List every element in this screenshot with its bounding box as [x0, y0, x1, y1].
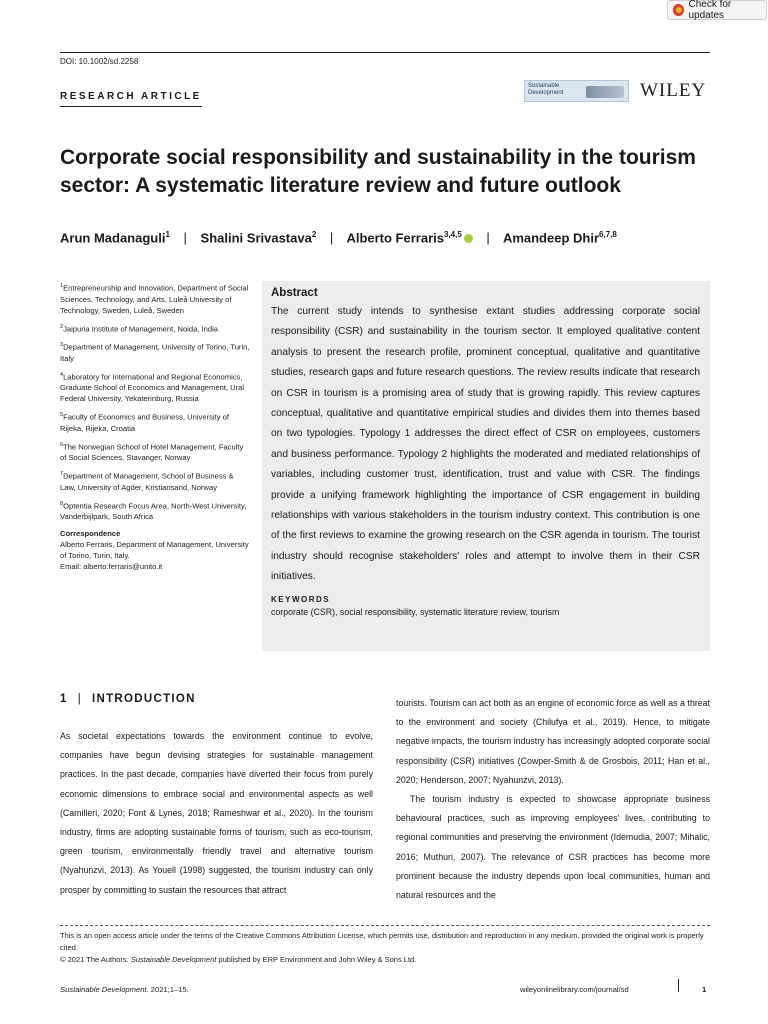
header-rule [60, 52, 710, 53]
author-name: Alberto Ferraris [346, 230, 444, 246]
affiliation [60, 281, 250, 316]
abstract-heading: Abstract [271, 287, 318, 299]
license-text: This is an open access article under the terms of the Creative Commons Attribution License, which permits use, distribution and reproduction in any medium, provided the original work is properly cited. [60, 931, 704, 952]
copyright-line [60, 954, 710, 966]
affiliation-sup: 5 [60, 412, 64, 419]
keywords-text: corporate (CSR), social responsibility, systematic literature review, tourism [271, 606, 560, 617]
check-for-updates-button[interactable] [667, 0, 767, 20]
author-name: Arun Madanaguli [60, 230, 166, 246]
footer-cite: 2021;1–15. [148, 985, 189, 994]
license-note [60, 930, 710, 966]
affiliation-text: Faculty of Economics and Business, University of Rijeka, Rijeka, Croatia [60, 412, 229, 433]
affiliation-sup: 4 [60, 371, 64, 378]
affiliation-text: Jaipuria Institute of Management, Noida, India [63, 324, 218, 334]
affiliation-text: Laboratory for International and Regional Economics, Graduate School of Economics and Management, Ural Federal University, Yekaterinburg, Russia [60, 372, 245, 404]
journal-logo [524, 80, 629, 102]
affiliation [60, 340, 250, 364]
article-type-underline [60, 106, 202, 107]
paper-title: Corporate social responsibility and sustainability in the tourism sector: A systematic literature review and future outlook [60, 146, 696, 197]
journal-logo-image [586, 86, 624, 98]
journal-logo-line1: Sustainable [528, 83, 560, 89]
intro-left-column [60, 727, 373, 900]
author-affil-sup: 2 [311, 230, 317, 239]
intro-paragraph: The tourism industry is expected to showcase appropriate business behavioural practices, such as improving employees' lives, contributing to regional communities and preserving the environment (Idemudia, 2007; Mihalic, 2016; Muthuri, 2007). The relevance of CSR practices has become more prominent because the industry depends upon local communities, human and natural resources and the [396, 794, 710, 901]
abstract-text: The current study intends to synthesise extant studies addressing corporate social responsibility (CSR) and sustainability in the tourism sector. It employed qualitative content analysis to present the research profile, prominent conceptual, qualitative and quantitative studies, research gaps and future research questions. The review results indicate that research on CSR in tourism is a promising area of study that is growing rapidly. This review captures conceptual, qualitative and quantitative empirical studies and divides them into themes based on two typologies. Typology 1 addresses the direct effect of CSR on employees, customers and business performance. Typology 2 highlights the moderated and mediated relationships of variables, including customer trust, identification, trust and value with CSR. The findings provide a unifying framework highlighting the importance of CSR engagement in building relationships with various stakeholders in the tourism industry context. This contribution is one of the first reviews to examine the growing research on the CSR agenda in tourism. The tourist industry should recognise stakeholders' roles and attempt to involve them in their CSR initiatives. [271, 306, 700, 583]
affiliation [60, 370, 250, 405]
page-number: 1 [702, 985, 707, 994]
intro-paragraph: tourists. Tourism can act both as an engine of economic force as well as a threat to the environment and society (Chilufya et al., 2019). Hence, to mitigate negative impacts, the tourism industry has increasingly adopted corporate social responsibility (CSR) initiatives (Cowper-Smith & de Grosbois, 2011; Han et al., 2020; Henderson, 2007; Nyahunzvi, 2013). [396, 698, 710, 785]
section-number: 1 [60, 693, 68, 705]
author-name: Shalini Srivastava [200, 230, 312, 246]
crossmark-icon [673, 4, 684, 16]
section-title: INTRODUCTION [92, 693, 196, 705]
publisher-logo: WILEY [640, 80, 707, 101]
doi: DOI: 10.1002/sd.2258 [60, 57, 139, 66]
author-separator: | [329, 230, 334, 246]
copyright-post: published by ERP Environment and John Wiley & Sons Ltd. [216, 955, 417, 964]
keywords-heading: KEYWORDS [271, 594, 331, 604]
check-for-updates-label: Check for updates [688, 0, 732, 21]
affiliation-sup: 6 [60, 441, 64, 448]
author-name: Amandeep Dhir [502, 230, 600, 246]
author-separator: | [183, 230, 187, 246]
author-affil-sup: 1 [165, 230, 170, 239]
affiliation [60, 410, 250, 434]
section-bar: | [77, 693, 82, 705]
affiliation-text: The Norwegian School of Hotel Management, Faculty of Social Sciences, Stavanger, Norway [60, 442, 244, 463]
journal-logo-line2: Development [528, 90, 564, 96]
footer-journal: Sustainable Development. [60, 985, 149, 994]
affiliation-text: Department of Management, School of Business & Law, University of Agder, Kristiansand, Norway [60, 471, 234, 492]
orcid-icon[interactable] [464, 234, 473, 243]
affiliation [60, 469, 250, 493]
correspondence-heading: Correspondence [60, 529, 121, 539]
author-affil-sup: 3,4,5 [443, 230, 462, 239]
footer-citation [60, 985, 189, 994]
affiliation-text: Optentia Research Focus Area, North-West University, Vanderbijlpark, South Africa [60, 501, 247, 522]
affiliations [60, 281, 250, 572]
affiliation-text: Entrepreneurship and Innovation, Department of Social Sciences, Technology, and Arts, Luleå University of Technology, Sweden, Luleå, Sweden [60, 283, 249, 315]
affiliation-sup: 8 [60, 500, 64, 507]
footer-divider [678, 979, 679, 992]
correspondence-email[interactable]: Email: alberto.ferraris@unito.it [60, 562, 163, 572]
abstract-box [262, 281, 710, 651]
footer-url[interactable]: wileyonlinelibrary.com/journal/sd [520, 985, 629, 994]
footnote-rule [60, 925, 710, 926]
author-list [60, 230, 617, 245]
author-affil-sup: 6,7,8 [599, 230, 617, 239]
affiliation-sup: 2 [60, 323, 64, 330]
correspondence-text: Alberto Ferraris, Department of Management, University of Torino, Turin, Italy. [60, 540, 249, 561]
affiliation-text: Department of Management, University of Torino, Turin, Italy [60, 342, 250, 363]
copyright-journal: Sustainable Development [130, 955, 217, 964]
copyright-pre: © 2021 The Authors. [60, 955, 131, 964]
affiliation-sup: 3 [60, 342, 64, 349]
affiliation-sup: 7 [60, 471, 64, 478]
intro-right-column [396, 694, 710, 905]
affiliation-sup: 1 [60, 283, 64, 289]
author-separator: | [486, 230, 490, 246]
affiliation [60, 440, 250, 464]
affiliation [60, 322, 250, 335]
affiliation [60, 499, 250, 523]
intro-paragraph: As societal expectations towards the environment continue to evolve, companies have begun devising strategies for sustainable management practices. In the past decade, companies have diverted their focus from purely economic dimensions to embrace social and environmental aspects as well (Camilleri, 2020; Font & Lynes, 2018; Rameshwar et al., 2020). In the tourism industry, firms are adopting sustainable forms of tourism, such as eco-tourism, green tourism, environmentally friendly travel and alternative tourism (Nyahunzvi, 2013). As Youell (1998) suggested, the tourism industry can only prosper by committing to sustain the resources that attract [60, 731, 373, 895]
article-type: RESEARCH ARTICLE [60, 91, 202, 102]
section-heading [60, 693, 196, 705]
